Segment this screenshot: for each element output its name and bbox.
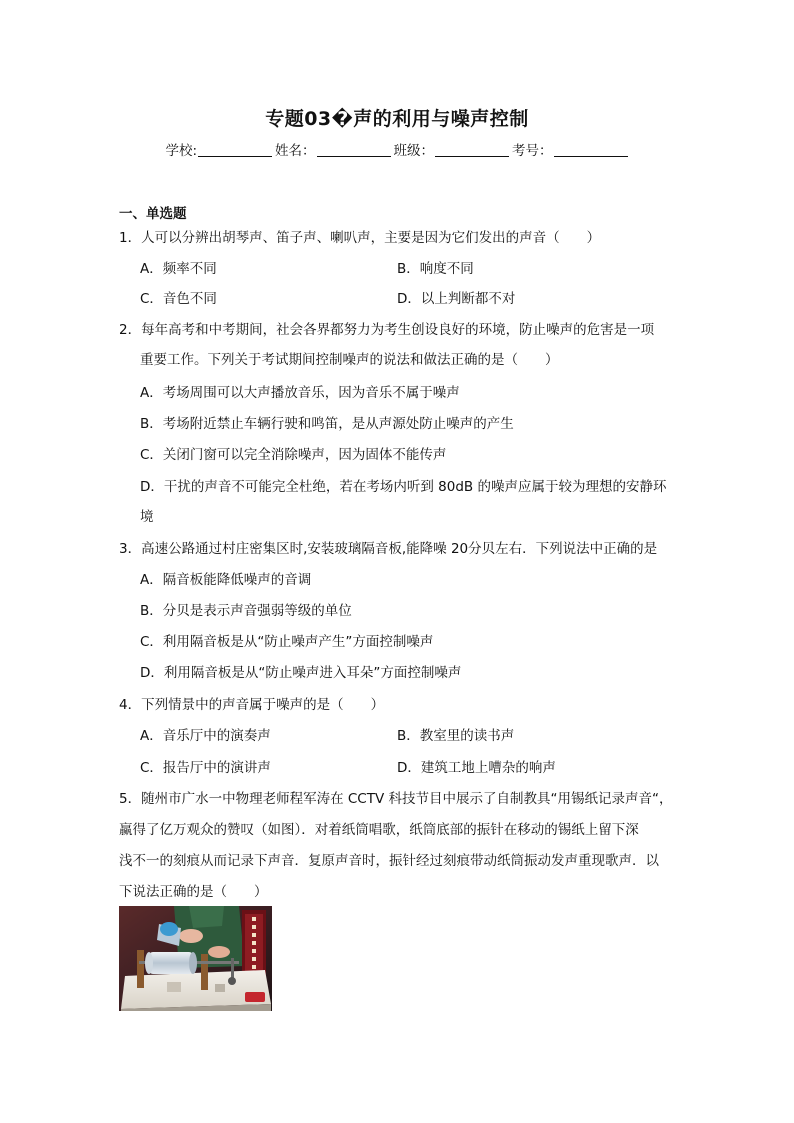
q4-stem: 4．下列情景中的声音属于噪声的是（ ） [119, 697, 385, 713]
number-blank [554, 142, 628, 157]
student-info-line [0, 139, 794, 159]
q2-option-d-line1: D．干扰的声音不可能完全杜绝，若在考场内听到 80dB 的噪声应属于较为理想的安静环 [140, 479, 667, 495]
tinfoil-recorder-photo [119, 906, 272, 1011]
class-blank [435, 142, 509, 157]
q4-option-d: D．建筑工地上嘈杂的响声 [397, 760, 556, 776]
q2-option-b: B．考场附近禁止车辆行驶和鸣笛，是从声源处防止噪声的产生 [140, 416, 514, 432]
q5-stem-line4: 下说法正确的是（ ） [119, 884, 268, 900]
page-title: 专题03�声的利用与噪声控制 [265, 108, 529, 130]
name-label: 姓名： [275, 143, 316, 159]
q1-option-a: A．频率不同 [140, 261, 217, 277]
q2-option-a: A．考场周围可以大声播放音乐，因为音乐不属于噪声 [140, 385, 460, 401]
q5-stem-line1: 5．随州市广水一中物理老师程军涛在 CCTV 科技节目中展示了自制教具“用锡纸记录声音“， [119, 791, 673, 807]
q2-stem-line1: 2．每年高考和中考期间，社会各界都努力为考生创设良好的环境，防止噪声的危害是一项 [119, 322, 655, 338]
q2-option-c: C．关闭门窗可以完全消除噪声，因为固体不能传声 [140, 447, 447, 463]
q4-option-b: B．教室里的读书声 [397, 728, 515, 744]
q5-stem-line3: 浅不一的刻痕从而记录下声音．复原声音时，振针经过刻痕带动纸筒振动发声重现歌声．以 [119, 853, 659, 869]
q3-stem: 3．高速公路通过村庄密集区时,安装玻璃隔音板,能降噪 20分贝左右．下列说法中正确的是 [119, 541, 658, 557]
name-blank [317, 142, 391, 157]
school-blank [198, 142, 272, 157]
q3-option-c: C．利用隔音板是从“防止噪声产生”方面控制噪声 [140, 634, 434, 650]
q2-option-d-line2: 境 [140, 509, 154, 525]
q1-option-c: C．音色不同 [140, 291, 217, 307]
q3-option-d: D．利用隔音板是从“防止噪声进入耳朵”方面控制噪声 [140, 665, 462, 681]
photo-illustration [119, 906, 272, 1011]
q4-option-a: A．音乐厅中的演奏声 [140, 728, 271, 744]
q3-option-a: A．隔音板能降低噪声的音调 [140, 572, 312, 588]
number-label: 考号： [512, 143, 553, 159]
school-label: 学校: [165, 143, 198, 159]
q1-stem: 1．人可以分辨出胡琴声、笛子声、喇叭声，主要是因为它们发出的声音（ ） [119, 230, 601, 246]
q3-option-b: B．分贝是表示声音强弱等级的单位 [140, 603, 352, 619]
q2-stem-line2: 重要工作。下列关于考试期间控制噪声的说法和做法正确的是（ ） [140, 352, 559, 368]
section-heading: 一、单选题 [119, 206, 187, 222]
q1-option-b: B．响度不同 [397, 261, 474, 277]
q4-option-c: C．报告厅中的演讲声 [140, 760, 271, 776]
q5-stem-line2: 赢得了亿万观众的赞叹（如图）．对着纸筒唱歌，纸筒底部的振针在移动的锡纸上留下深 [119, 822, 639, 838]
class-label: 班级： [393, 143, 435, 159]
q1-option-d: D．以上判断都不对 [397, 291, 516, 307]
